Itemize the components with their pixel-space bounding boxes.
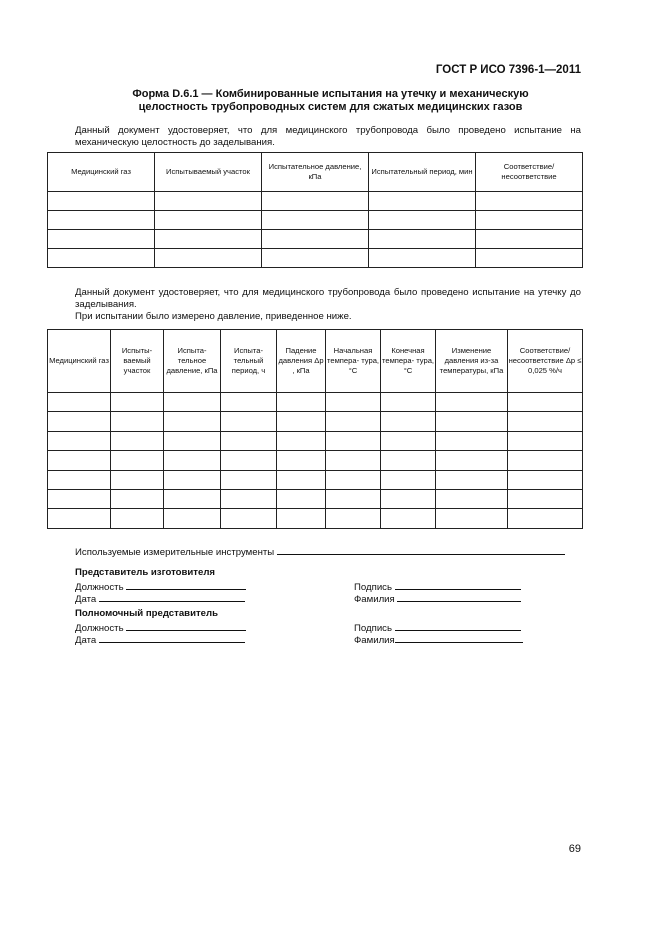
table-cell[interactable] xyxy=(164,470,221,489)
surname-label: Фамилия xyxy=(354,635,395,646)
table-cell[interactable] xyxy=(164,412,221,431)
section2-paragraph1: Данный документ удостоверяет, что для медицинского трубопровода было проведено испытание на утечку до заделывания. xyxy=(75,287,581,310)
table-row xyxy=(48,412,583,431)
table-cell[interactable] xyxy=(326,412,381,431)
date-label: Дата xyxy=(75,635,97,646)
signature-label: Подпись xyxy=(354,582,392,593)
table-cell[interactable] xyxy=(508,412,583,431)
table-cell[interactable] xyxy=(508,489,583,508)
table-cell[interactable] xyxy=(369,211,476,230)
table-cell[interactable] xyxy=(277,412,326,431)
table-cell[interactable] xyxy=(111,451,164,470)
table-cell[interactable] xyxy=(221,451,277,470)
table-cell[interactable] xyxy=(164,431,221,450)
instruments-field[interactable] xyxy=(277,544,565,555)
table-cell[interactable] xyxy=(111,431,164,450)
table-row xyxy=(48,470,583,489)
table-cell[interactable] xyxy=(326,470,381,489)
table-cell[interactable] xyxy=(164,451,221,470)
date-label: Дата xyxy=(75,594,97,605)
table-cell[interactable] xyxy=(164,509,221,528)
table-row xyxy=(48,230,583,249)
table-cell[interactable] xyxy=(155,211,262,230)
table-cell[interactable] xyxy=(326,489,381,508)
table-cell[interactable] xyxy=(436,431,508,450)
authorized-surname-field[interactable] xyxy=(395,632,523,643)
table-header-row xyxy=(48,330,583,393)
section2-paragraph2: При испытании было измерено давление, приведенное ниже. xyxy=(75,311,352,322)
column-header: Изменение давления из-за температуры, кПа xyxy=(436,330,508,393)
table-cell[interactable] xyxy=(508,451,583,470)
table-cell[interactable] xyxy=(508,393,583,412)
instruments-label: Используемые измерительные инструменты xyxy=(75,547,275,558)
table-cell[interactable] xyxy=(111,393,164,412)
table-cell[interactable] xyxy=(508,470,583,489)
column-header: Испытательный период, мин xyxy=(369,153,476,192)
table-cell[interactable] xyxy=(221,412,277,431)
table-cell[interactable] xyxy=(381,393,436,412)
table-cell[interactable] xyxy=(369,192,476,211)
column-header: Конечная темпера- тура, °С xyxy=(381,330,436,393)
signature-label: Подпись xyxy=(354,623,392,634)
table-cell[interactable] xyxy=(436,489,508,508)
table-cell[interactable] xyxy=(436,412,508,431)
table-cell[interactable] xyxy=(326,509,381,528)
table-cell[interactable] xyxy=(476,211,583,230)
manufacturer-surname-field[interactable] xyxy=(397,591,521,602)
authorized-date-line xyxy=(75,632,245,647)
position-label: Должность xyxy=(75,623,124,634)
table-row xyxy=(48,451,583,470)
table-cell[interactable] xyxy=(48,451,111,470)
authorized-date-field[interactable] xyxy=(99,632,245,643)
column-header: Испыты- ваемый участок xyxy=(111,330,164,393)
table-cell[interactable] xyxy=(164,489,221,508)
mechanical-integrity-table xyxy=(47,152,583,268)
section1-paragraph: Данный документ удостоверяет, что для медицинского трубопровода было проведено испытание на механическую целостность до заделывания. xyxy=(75,125,581,148)
table-cell[interactable] xyxy=(381,509,436,528)
manufacturer-heading: Представитель изготовителя xyxy=(75,567,216,578)
column-header: Испытываемый участок xyxy=(155,153,262,192)
table-row xyxy=(48,192,583,211)
table-cell[interactable] xyxy=(369,249,476,268)
table-cell[interactable] xyxy=(277,393,326,412)
table-cell[interactable] xyxy=(262,192,369,211)
table-cell[interactable] xyxy=(48,470,111,489)
table-cell[interactable] xyxy=(262,230,369,249)
table-row xyxy=(48,489,583,508)
table-cell[interactable] xyxy=(476,192,583,211)
column-header: Начальная темпера- тура, °С xyxy=(326,330,381,393)
authorized-position-field[interactable] xyxy=(126,620,246,631)
column-header: Соответствие/ несоответствие xyxy=(476,153,583,192)
authorized-heading: Полномочный представитель xyxy=(75,608,218,619)
column-header: Соответствие/ несоответствие Δp ≤ 0,025 %/ч xyxy=(508,330,583,393)
table-cell[interactable] xyxy=(326,451,381,470)
table-cell[interactable] xyxy=(155,230,262,249)
form-title-line2: целостность трубопроводных систем для сжатых медицинских газов xyxy=(138,100,523,113)
form-title xyxy=(0,88,661,113)
table-cell[interactable] xyxy=(221,431,277,450)
table-cell[interactable] xyxy=(221,393,277,412)
table-cell[interactable] xyxy=(381,451,436,470)
manufacturer-surname-line xyxy=(354,591,521,606)
table-cell[interactable] xyxy=(262,211,369,230)
authorized-signature-field[interactable] xyxy=(395,620,521,631)
table-cell[interactable] xyxy=(381,412,436,431)
table-cell[interactable] xyxy=(436,393,508,412)
column-header: Испыта- тельный период, ч xyxy=(221,330,277,393)
table-cell[interactable] xyxy=(277,489,326,508)
table-row xyxy=(48,393,583,412)
table-cell[interactable] xyxy=(48,249,155,268)
surname-label: Фамилия xyxy=(354,594,395,605)
instruments-line xyxy=(75,544,565,559)
table-cell[interactable] xyxy=(155,249,262,268)
column-header: Испытательное давление, кПа xyxy=(262,153,369,192)
table-cell[interactable] xyxy=(164,393,221,412)
form-title-line1: Форма D.6.1 — Комбинированные испытания на утечку и механическую xyxy=(132,88,529,100)
manufacturer-position-field[interactable] xyxy=(126,579,246,590)
table-cell[interactable] xyxy=(221,470,277,489)
table-cell[interactable] xyxy=(381,489,436,508)
table-cell[interactable] xyxy=(476,230,583,249)
standard-number: ГОСТ Р ИСО 7396-1—2011 xyxy=(435,64,581,76)
table-header-row xyxy=(48,153,583,192)
table-cell[interactable] xyxy=(476,249,583,268)
section2-text xyxy=(47,287,581,323)
table-cell[interactable] xyxy=(381,431,436,450)
column-header: Медицинский газ xyxy=(48,153,155,192)
table-cell[interactable] xyxy=(111,470,164,489)
table-cell[interactable] xyxy=(48,509,111,528)
column-header: Испыта- тельное давление, кПа xyxy=(164,330,221,393)
table-cell[interactable] xyxy=(326,431,381,450)
table-cell[interactable] xyxy=(277,431,326,450)
manufacturer-date-line xyxy=(75,591,245,606)
table-cell[interactable] xyxy=(48,412,111,431)
table-cell[interactable] xyxy=(48,489,111,508)
authorized-surname-line xyxy=(354,632,523,647)
table-cell[interactable] xyxy=(221,489,277,508)
table-cell[interactable] xyxy=(262,249,369,268)
manufacturer-date-field[interactable] xyxy=(99,591,245,602)
table-row xyxy=(48,509,583,528)
table-cell[interactable] xyxy=(508,509,583,528)
page-number: 69 xyxy=(568,843,581,855)
table-cell[interactable] xyxy=(436,509,508,528)
leak-test-table xyxy=(47,329,583,529)
table-row xyxy=(48,249,583,268)
column-header: Падение давления Δp , кПа xyxy=(277,330,326,393)
table-cell[interactable] xyxy=(277,470,326,489)
table-cell[interactable] xyxy=(48,211,155,230)
table-cell[interactable] xyxy=(436,451,508,470)
table-cell[interactable] xyxy=(326,393,381,412)
table-cell[interactable] xyxy=(48,230,155,249)
table-cell[interactable] xyxy=(155,192,262,211)
table-cell[interactable] xyxy=(381,470,436,489)
table-row xyxy=(48,431,583,450)
table-cell[interactable] xyxy=(436,470,508,489)
table-cell[interactable] xyxy=(277,509,326,528)
table-cell[interactable] xyxy=(111,509,164,528)
table-cell[interactable] xyxy=(48,393,111,412)
table-cell[interactable] xyxy=(111,489,164,508)
table-cell[interactable] xyxy=(48,431,111,450)
table-cell[interactable] xyxy=(48,192,155,211)
table-cell[interactable] xyxy=(369,230,476,249)
section1-text xyxy=(47,125,581,149)
table-cell[interactable] xyxy=(221,509,277,528)
table-row xyxy=(48,211,583,230)
table-cell[interactable] xyxy=(508,431,583,450)
table-cell[interactable] xyxy=(277,451,326,470)
manufacturer-signature-field[interactable] xyxy=(395,579,521,590)
column-header: Медицинский газ xyxy=(48,330,111,393)
table-cell[interactable] xyxy=(111,412,164,431)
position-label: Должность xyxy=(75,582,124,593)
